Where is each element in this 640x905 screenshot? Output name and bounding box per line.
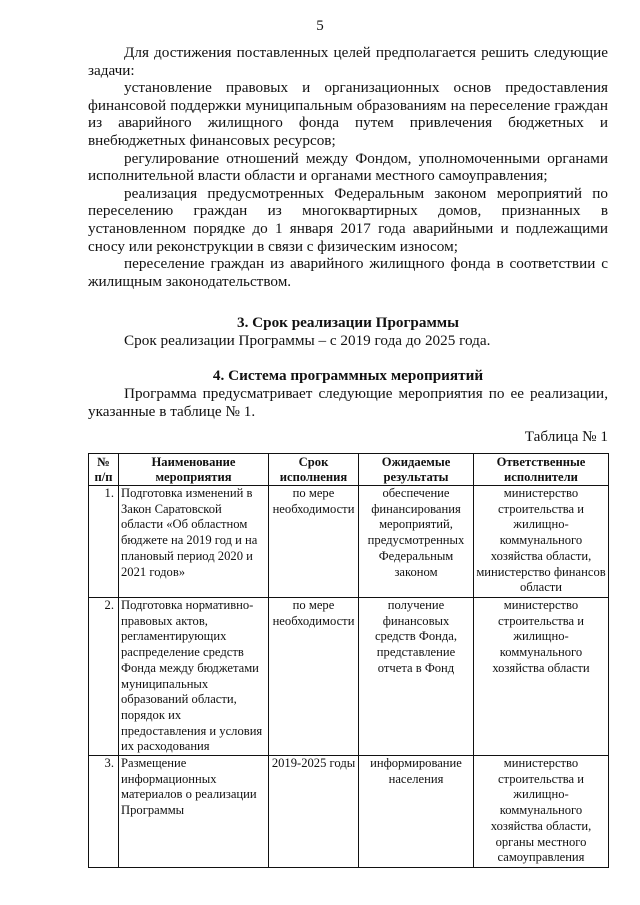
header-result-line2: результаты	[383, 469, 449, 484]
header-num-line1: №	[97, 455, 110, 469]
header-result-line1: Ожидаемые	[381, 455, 451, 469]
paragraph: регулирование отношений между Фондом, уполномоченными органами исполнительной власти области и органами местного самоуправления;	[88, 149, 608, 185]
table-row	[89, 486, 609, 598]
header-name	[119, 454, 269, 486]
row-term: 2019-2025 годы	[269, 756, 359, 868]
paragraph: реализация предусмотренных Федеральным законом мероприятий по переселению граждан из многоквартирных домов, признанных в установленном порядке до 1 января 2017 года аварийными и подлежащими сносу или реконструкции в связи с физическим износом;	[88, 184, 608, 255]
row-num: 1.	[89, 486, 119, 598]
row-term: по мере необходимости	[269, 598, 359, 756]
row-num: 2.	[89, 598, 119, 756]
row-term: по мере необходимости	[269, 486, 359, 598]
row-name: Подготовка нормативно-правовых актов, регламентирующих распределение средств Фонда между бюджетами муниципальных образований области, порядок их предоставления и условия их расходования	[119, 598, 269, 756]
section-3-text: Срок реализации Программы – с 2019 года до 2025 года.	[124, 332, 491, 349]
paragraph: Для достижения поставленных целей предполагается решить следующие задачи:	[88, 44, 608, 79]
row-responsible: министерство строительства и жилищно-коммунального хозяйства области, министерство финансов области	[474, 486, 609, 598]
row-result: получение финансовых средств Фонда, представление отчета в Фонд	[359, 598, 474, 756]
table-row	[89, 756, 609, 868]
row-result: информирование населения	[359, 756, 474, 868]
row-responsible: министерство строительства и жилищно-коммунального хозяйства области, органы местного самоуправления	[474, 756, 609, 868]
header-resp-line1: Ответственные	[496, 455, 586, 469]
header-term-line1: Срок	[298, 455, 329, 469]
header-term-line2: исполнения	[279, 469, 348, 484]
measures-table	[88, 453, 609, 868]
header-name-line1: Наименование	[151, 455, 236, 469]
paragraph: установление правовых и организационных основ предоставления финансовой поддержки муниципальным образованиям на переселение граждан из аварийного жилищного фонда путем привлечения бюджетных и внебюджетных финансовых ресурсов;	[88, 79, 608, 149]
header-responsible	[474, 454, 609, 486]
row-name: Подготовка изменений в Закон Саратовской области «Об областном бюджете на 2019 год и на плановый период 2020 и 2021 годов»	[119, 486, 269, 598]
header-term	[269, 454, 359, 486]
row-num: 3.	[89, 756, 119, 868]
header-result	[359, 454, 474, 486]
row-name: Размещение информационных материалов о реализации Программы	[119, 756, 269, 868]
table-header-row	[89, 454, 609, 486]
header-num	[89, 454, 119, 486]
page-number: 5	[316, 18, 324, 34]
row-responsible: министерство строительства и жилищно-коммунального хозяйства области	[474, 598, 609, 756]
section-4-text: Программа предусматривает следующие мероприятия по ее реализации, указанные в таблице № 1.	[88, 385, 608, 420]
header-resp-line2: исполнители	[504, 469, 578, 484]
header-num-line2: п/п	[94, 469, 113, 484]
goals-text	[88, 44, 608, 290]
section-4-heading: 4. Система программных мероприятий	[212, 367, 484, 384]
table-row	[89, 598, 609, 756]
paragraph: переселение граждан из аварийного жилищного фонда в соответствии с жилищным законодательством.	[88, 255, 608, 290]
section-3-heading: 3. Срок реализации Программы	[236, 314, 459, 331]
header-name-line2: мероприятия	[155, 469, 232, 484]
row-result: обеспечение финансирования мероприятий, предусмотренных Федеральным законом	[359, 486, 474, 598]
table-caption: Таблица № 1	[524, 428, 608, 445]
